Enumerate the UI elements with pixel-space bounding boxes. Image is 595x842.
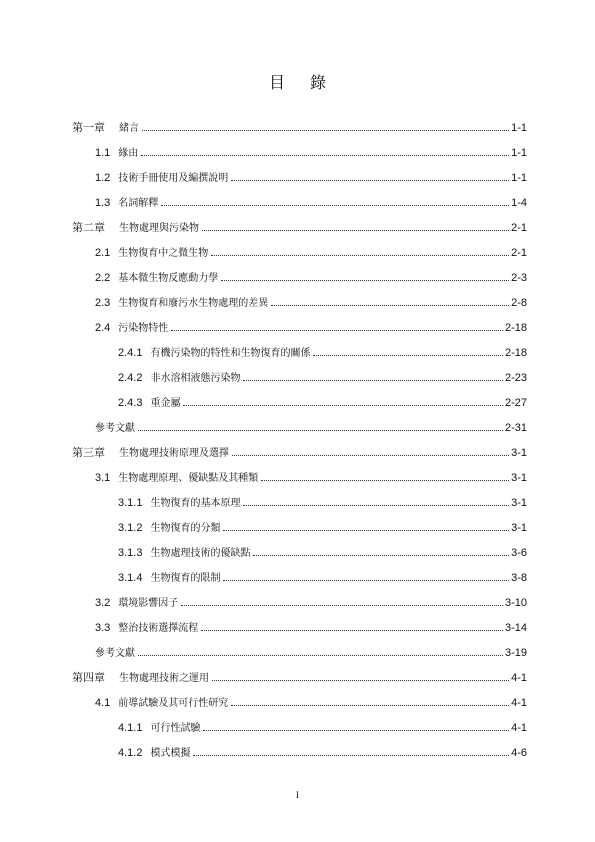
toc-leader — [138, 430, 503, 431]
toc-entry-title: 生物復育和廢污水生物處理的差異 — [118, 298, 269, 309]
toc-entry-number: 2.1 — [95, 247, 111, 259]
toc-entry-page: 3-1 — [511, 497, 527, 509]
toc-entry[interactable] — [72, 445, 527, 461]
toc-entry-page: 3-1 — [511, 522, 527, 534]
toc-entry-title: 生物復育中之微生物 — [118, 248, 209, 259]
title-char-1: 目 — [268, 73, 285, 92]
page-title — [0, 70, 595, 93]
toc-entry-title: 技術手冊使用及編撰說明 — [118, 173, 229, 184]
toc-leader — [221, 280, 509, 281]
toc-entry-number: 3.3 — [95, 622, 111, 634]
toc-entry-page: 2-1 — [511, 222, 527, 234]
toc-entry[interactable] — [72, 670, 527, 686]
toc-entry-page: 4-1 — [511, 672, 527, 684]
toc-entry-page: 4-6 — [511, 747, 527, 759]
toc-entry-number: 第三章 — [72, 447, 105, 459]
toc-leader — [223, 530, 509, 531]
toc-entry-page: 4-1 — [511, 697, 527, 709]
toc-leader — [271, 305, 509, 306]
toc-leader — [231, 180, 509, 181]
toc-entry[interactable] — [118, 395, 527, 411]
toc-entry-title: 緣由 — [118, 148, 139, 159]
toc-entry-number: 2.3 — [95, 297, 111, 309]
toc-entry-title: 污染物特性 — [118, 323, 169, 334]
toc-entry-title: 生物處理原理、優缺點及其種類 — [118, 473, 259, 484]
toc-leader — [138, 655, 503, 656]
toc-entry-title: 基本微生物反應動力學 — [118, 273, 219, 284]
toc-entry-title: 名詞解釋 — [118, 198, 159, 209]
toc-leader — [232, 455, 509, 456]
toc-entry[interactable] — [95, 645, 527, 661]
toc-entry-number: 3.1.1 — [118, 497, 143, 509]
toc-entry[interactable] — [118, 520, 527, 536]
toc-entry[interactable] — [95, 595, 527, 611]
toc-entry-number: 2.4.2 — [118, 372, 143, 384]
toc-entry[interactable] — [118, 720, 527, 736]
toc-leader — [253, 555, 509, 556]
toc-entry-title: 整治技術選擇流程 — [118, 623, 199, 634]
toc-entry[interactable] — [95, 270, 527, 286]
toc-entry-number: 4.1.1 — [118, 722, 143, 734]
toc-entry-title: 參考文獻 — [95, 423, 135, 434]
toc-entry-number: 2.4.3 — [118, 397, 143, 409]
toc-entry-page: 1-1 — [511, 147, 527, 159]
toc-leader — [231, 705, 509, 706]
toc-leader — [171, 330, 503, 331]
toc-leader — [183, 405, 503, 406]
toc-entry-title: 非水溶相液態污染物 — [150, 373, 241, 384]
toc-leader — [261, 480, 509, 481]
toc-entry-number: 3.2 — [95, 597, 111, 609]
toc-entry[interactable] — [95, 320, 527, 336]
toc-entry[interactable] — [95, 620, 527, 636]
toc-entry[interactable] — [95, 195, 527, 211]
toc-entry-title: 生物處理技術的優缺點 — [150, 548, 251, 559]
toc-leader — [313, 355, 503, 356]
toc-entry-page: 3-10 — [504, 597, 527, 609]
toc-entry-number: 第四章 — [72, 672, 105, 684]
toc-entry-number: 3.1.4 — [118, 572, 143, 584]
toc-entry-title: 有機污染物的特性和生物復育的關係 — [150, 348, 311, 359]
toc-entry-number: 1.3 — [95, 197, 111, 209]
toc-entry-title: 前導試驗及其可行性研究 — [118, 698, 229, 709]
toc-entry-title: 生物復育的限制 — [150, 573, 221, 584]
toc-entry-number: 1.1 — [95, 147, 111, 159]
toc-entry[interactable] — [95, 145, 527, 161]
toc-entry-number: 第二章 — [72, 222, 105, 234]
toc-entry-number: 2.2 — [95, 272, 111, 284]
toc-entry-title: 緒言 — [119, 123, 139, 134]
toc-leader — [202, 230, 509, 231]
toc-entry-number: 1.2 — [95, 172, 111, 184]
toc-entry-page: 4-1 — [511, 722, 527, 734]
toc-entry-number: 4.1 — [95, 697, 111, 709]
toc-entry-number: 2.4.1 — [118, 347, 143, 359]
page-number: I — [296, 790, 299, 800]
toc-entry-page: 1-4 — [511, 197, 527, 209]
toc-entry-title: 生物復育的分類 — [150, 523, 221, 534]
toc-entry-title: 生物處理與污染物 — [119, 223, 199, 234]
toc-leader — [141, 155, 509, 156]
toc-entry-number: 4.1.2 — [118, 747, 143, 759]
toc-entry-title: 生物處理技術之運用 — [119, 673, 209, 684]
toc-entry[interactable] — [95, 420, 527, 436]
toc-entry-page: 1-1 — [511, 172, 527, 184]
toc-entry[interactable] — [118, 545, 527, 561]
toc-entry-page: 1-1 — [511, 122, 527, 134]
toc-entry[interactable] — [118, 345, 527, 361]
toc-entry-number: 3.1.2 — [118, 522, 143, 534]
toc-leader — [193, 755, 509, 756]
toc-entry-title: 生物復育的基本原理 — [150, 498, 241, 509]
toc-leader — [181, 605, 503, 606]
toc-entry-title: 模式模擬 — [150, 748, 191, 759]
toc-leader — [161, 205, 509, 206]
toc-entry-page: 3-14 — [504, 622, 527, 634]
toc-entry[interactable] — [118, 570, 527, 586]
toc-entry-page: 2-18 — [504, 322, 527, 334]
toc-entry-title: 參考文獻 — [95, 648, 135, 659]
toc-leader — [212, 680, 509, 681]
toc-leader — [243, 380, 503, 381]
toc-entry-number: 2.4 — [95, 322, 111, 334]
toc-leader — [142, 130, 509, 131]
toc-entry-number: 3.1 — [95, 472, 111, 484]
toc-entry[interactable] — [118, 745, 527, 761]
toc-entry[interactable] — [118, 370, 527, 386]
toc-entry-page: 2-1 — [511, 247, 527, 259]
toc-entry-page: 3-8 — [511, 572, 527, 584]
toc-entry-number: 第一章 — [72, 122, 105, 134]
toc-entry-number: 3.1.3 — [118, 547, 143, 559]
toc-entry-page: 2-23 — [504, 372, 527, 384]
toc-entry-page: 3-1 — [511, 447, 527, 459]
toc-entry-page: 2-3 — [511, 272, 527, 284]
toc-leader — [243, 505, 509, 506]
toc-entry[interactable] — [95, 470, 527, 486]
toc-entry-page: 3-1 — [511, 472, 527, 484]
toc-entry[interactable] — [95, 245, 527, 261]
toc-leader — [211, 255, 509, 256]
toc-entry-title: 可行性試驗 — [150, 723, 201, 734]
toc-leader — [201, 630, 503, 631]
toc-leader — [223, 580, 509, 581]
toc-entry-page: 2-18 — [504, 347, 527, 359]
toc-entry-title: 重金屬 — [150, 398, 181, 409]
toc-entry-page: 3-19 — [504, 647, 527, 659]
toc-entry[interactable] — [72, 120, 527, 136]
toc-entry-page: 3-6 — [511, 547, 527, 559]
toc-entry[interactable] — [95, 295, 527, 311]
toc-entry[interactable] — [95, 695, 527, 711]
toc-entry[interactable] — [95, 170, 527, 186]
toc-entry-page: 2-27 — [504, 397, 527, 409]
toc-entry-title: 環境影響因子 — [118, 598, 179, 609]
toc-entry[interactable] — [118, 495, 527, 511]
toc-entry-title: 生物處理技術原理及選擇 — [119, 448, 229, 459]
toc-entry[interactable] — [72, 220, 527, 236]
title-char-2: 錄 — [310, 73, 327, 92]
toc-entry-page: 2-31 — [504, 422, 527, 434]
toc-leader — [203, 730, 509, 731]
toc-entry-page: 2-8 — [511, 297, 527, 309]
